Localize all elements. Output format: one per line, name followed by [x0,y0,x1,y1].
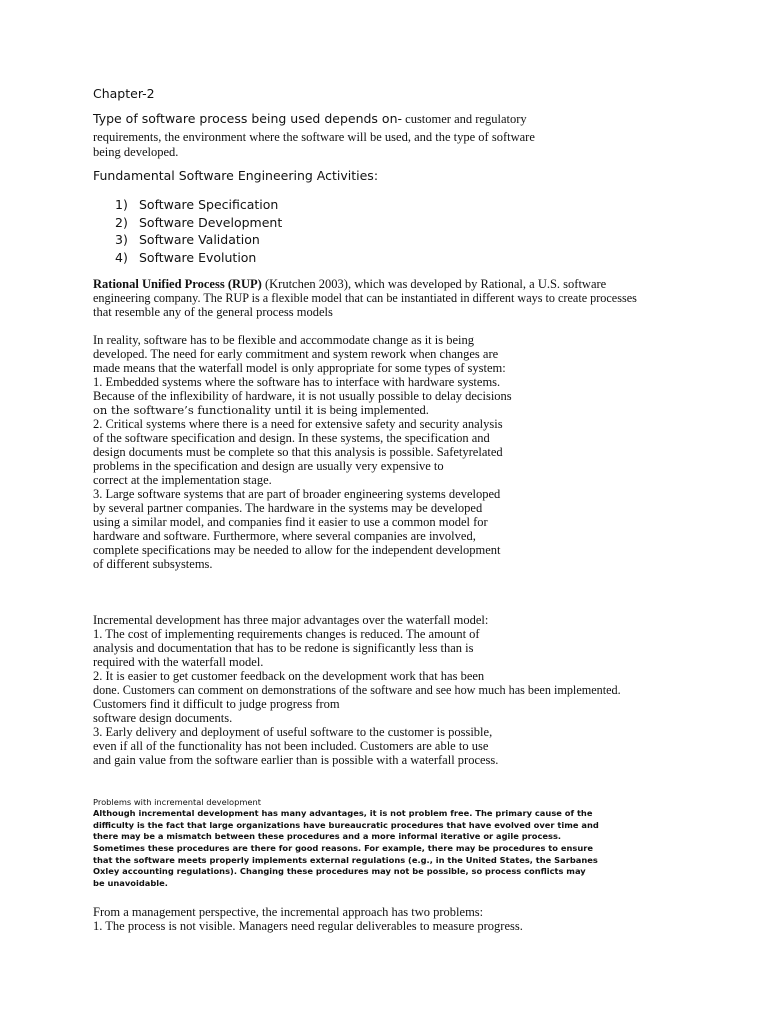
incremental-line: 3. Early delivery and deployment of useful software to the customer is possible, [93,725,493,739]
activity-list-item [115,215,282,230]
reality-line: problems in the specification and design are usually very expensive to [93,459,444,473]
activity-list-item [115,250,256,265]
problems-line: Oxley accounting regulations). Changing these procedures may not be possible, so process conflicts may [93,866,586,876]
incremental-line: analysis and documentation that has to be redone is significantly less than is [93,641,474,655]
process-type-rest: customer and regulatory [402,112,527,126]
reality-line: made means that the waterfall model is only appropriate for some types of system: [93,361,506,375]
problems-line: that the software meets properly implements external regulations (e.g., in the United States, the Sarbanes [93,855,598,865]
incremental-line: Incremental development has three major advantages over the waterfall model: [93,613,489,627]
reality-line: complete specifications may be needed to allow for the independent development [93,543,501,557]
reality-mixed-rest: being implemented. [326,403,429,417]
reality-line: of different subsystems. [93,557,213,571]
activity-list-item [115,232,260,247]
reality-line: Because of the inflexibility of hardware, it is not usually possible to delay decisions [93,389,512,403]
reality-line: 2. Critical systems where there is a need for extensive safety and security analysis [93,417,503,431]
problems-line: difficulty is the fact that large organizations have bureaucratic procedures that have evolved over time and [93,820,599,830]
reality-line: In reality, software has to be flexible and accommodate change as it is being [93,333,474,347]
problems-line: Sometimes these procedures are there for good reasons. For example, there may be procedures to ensure [93,843,593,853]
rup-paragraph-line: engineering company. The RUP is a flexible model that can be instantiated in different ways to create processes [93,291,637,305]
management-line: 1. The process is not visible. Managers need regular deliverables to measure progress. [93,919,523,933]
incremental-line: 2. It is easier to get customer feedback on the development work that has been [93,669,485,683]
list-number: 2) [115,215,128,230]
reality-line: developed. The need for early commitment and system rework when changes are [93,347,499,361]
activity-label: Software Evolution [139,250,257,265]
reality-line: hardware and software. Furthermore, where several companies are involved, [93,529,476,543]
problems-line: Although incremental development has many advantages, it is not problem free. The primary cause of the [93,808,593,818]
activity-label: Software Development [139,215,283,230]
problems-heading: Problems with incremental development [93,797,262,807]
activity-label: Software Validation [139,232,260,247]
reality-line: correct at the implementation stage. [93,473,272,487]
incremental-line: even if all of the functionality has not been included. Customers are able to use [93,739,489,753]
chapter-title: Chapter-2 [93,86,155,101]
rup-paragraph-line: that resemble any of the general process models [93,305,333,319]
incremental-line: and gain value from the software earlier than is possible with a waterfall process. [93,753,499,767]
problems-line: there may be a mismatch between these procedures and a more informal iterative or agile process. [93,831,562,841]
activity-label: Software Specification [139,197,279,212]
incremental-line: done. Customers can comment on demonstrations of the software and see how much has been implemented. [93,683,621,697]
reality-line: 3. Large software systems that are part of broader engineering systems developed [93,487,501,501]
process-type-lead: Type of software process being used depends on- [93,111,403,126]
rup-first-rest: (Krutchen 2003), which was developed by Rational, a U.S. software [261,277,607,291]
reality-line: design documents must be complete so that this analysis is possible. Safetyrelated [93,445,503,459]
reality-line: 1. Embedded systems where the software has to interface with hardware systems. [93,375,501,389]
incremental-line: software design documents. [93,711,233,725]
reality-line: of the software specification and design. In these systems, the specification and [93,431,490,445]
reality-line [93,403,429,418]
fundamental-activities-heading: Fundamental Software Engineering Activities: [93,168,379,183]
process-type-line: being developed. [93,145,179,159]
process-type-line: requirements, the environment where the software will be used, and the type of software [93,130,535,144]
problems-line: be unavoidable. [93,878,168,888]
incremental-line: required with the waterfall model. [93,655,264,669]
activity-list-item [115,197,278,212]
list-number: 1) [115,197,128,212]
reality-line: by several partner companies. The hardware in the systems may be developed [93,501,483,515]
management-line: From a management perspective, the incremental approach has two problems: [93,905,484,919]
reality-mixed-font-text: on the software’s functionality until it is [93,403,327,417]
rup-paragraph-line [93,277,606,292]
list-number: 3) [115,232,128,247]
list-number: 4) [115,250,128,265]
incremental-line: Customers find it difficult to judge progress from [93,697,340,711]
rup-bold-term: Rational Unified Process (RUP) [93,277,262,291]
reality-line: using a similar model, and companies find it easier to use a common model for [93,515,488,529]
process-type-heading [93,111,527,127]
incremental-line: 1. The cost of implementing requirements changes is reduced. The amount of [93,627,480,641]
